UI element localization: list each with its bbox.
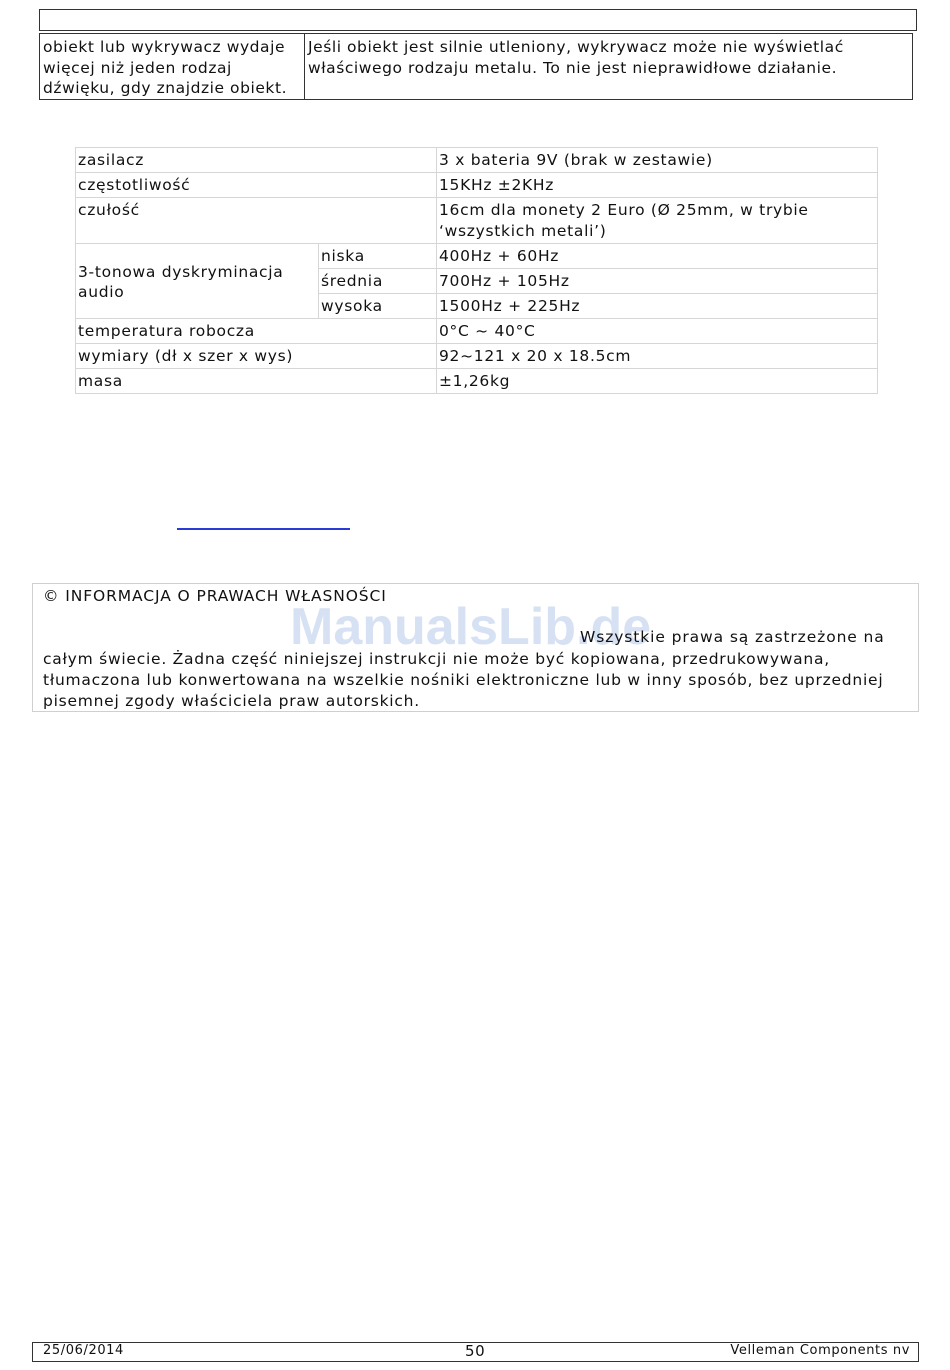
spec-label-power: zasilacz (76, 148, 437, 173)
spec-value-frequency: 15KHz ±2KHz (437, 173, 878, 198)
page-number: 50 (465, 1342, 486, 1360)
troubleshooting-table (39, 33, 913, 100)
spec-value-dimensions: 92~121 x 20 x 18.5cm (437, 344, 878, 369)
solution-cell: Jeśli obiekt jest silnie utleniony, wykrywacz może nie wyświetlać właściwego rodzaju metalu. To nie jest nieprawidłowe działanie. (305, 34, 913, 100)
spec-tone-mid: średnia (319, 269, 437, 294)
spec-value-sensitivity: 16cm dla monety 2 Euro (Ø 25mm, w trybie ‘wszystkich metali’) (437, 198, 878, 244)
spec-label-weight: masa (76, 369, 437, 394)
copyright-body: całym świecie. Żadna część niniejszej instrukcji nie może być kopiowana, przedrukowywana, tłumaczona lub konwertowana na wszelkie nośniki elektroniczne lub w inny sposób, bez uprzedniej pisemnej zgody właściciela praw autorskich. (43, 650, 884, 710)
spec-label-dimensions: wymiary (dł x szer x wys) (76, 344, 437, 369)
table-row (76, 148, 878, 173)
troubleshooting-header-row (39, 9, 917, 31)
spec-value-weight: ±1,26kg (437, 369, 878, 394)
table-row (76, 244, 878, 269)
spec-tone-high: wysoka (319, 294, 437, 319)
problem-cell: obiekt lub wykrywacz wydaje więcej niż jeden rodzaj dźwięku, gdy znajdzie obiekt. (40, 34, 305, 100)
specifications-table (75, 147, 878, 394)
table-row (76, 369, 878, 394)
spec-label-discrimination: 3-tonowa dyskryminacja audio (76, 244, 319, 319)
spec-label-sensitivity: czułość (76, 198, 437, 244)
spec-tone-low: niska (319, 244, 437, 269)
copyright-text-fragment: Wszystkie prawa są zastrzeżone na (580, 628, 885, 646)
spec-value-power: 3 x bateria 9V (brak w zestawie) (437, 148, 878, 173)
copyright-heading: © INFORMACJA O PRAWACH WŁASNOŚCI (43, 587, 387, 605)
table-row (40, 34, 913, 100)
spec-value-temperature: 0°C ~ 40°C (437, 319, 878, 344)
footer-date: 25/06/2014 (43, 1343, 124, 1358)
watermark-logo: ManualsLib.de (290, 598, 652, 656)
table-row (76, 319, 878, 344)
spec-label-temperature: temperatura robocza (76, 319, 437, 344)
footer-company: Velleman Components nv (730, 1343, 910, 1358)
table-row (76, 198, 878, 244)
spec-value-tone-high: 1500Hz + 225Hz (437, 294, 878, 319)
hyperlink-underline[interactable] (177, 528, 350, 530)
spec-label-frequency: częstotliwość (76, 173, 437, 198)
spec-value-tone-mid: 700Hz + 105Hz (437, 269, 878, 294)
spec-value-tone-low: 400Hz + 60Hz (437, 244, 878, 269)
table-row (76, 173, 878, 198)
table-row (76, 344, 878, 369)
